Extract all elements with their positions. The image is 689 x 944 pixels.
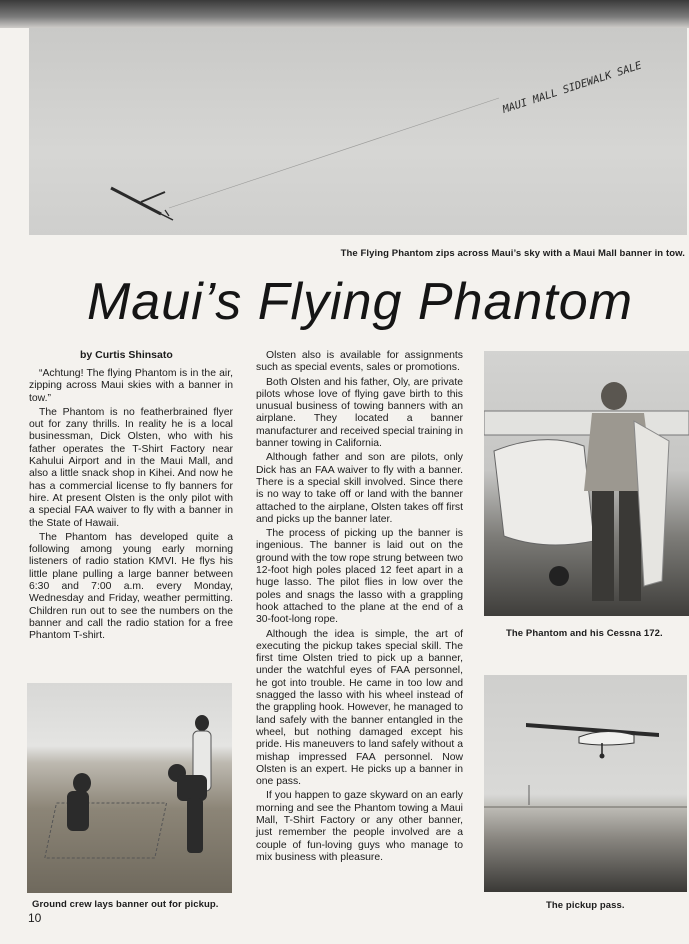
paragraph: If you happen to gaze skyward on an early morning and see the Phantom towing a Maui Mall, T-Shirt Factory or any other banner, just remember the people involved are a couple of fun-loving guys who manage to mix business with pleasure. bbox=[256, 790, 463, 863]
caption-ground-crew: Ground crew lays banner out for pickup. bbox=[32, 899, 219, 910]
photo-pilot-cessna bbox=[484, 351, 689, 616]
plane-wing bbox=[484, 411, 689, 435]
pickup-pass-illustration bbox=[484, 675, 687, 892]
article-title: Maui’s Flying Phantom bbox=[86, 273, 634, 331]
caption-pickup-pass: The pickup pass. bbox=[546, 900, 625, 911]
caption-pilot: The Phantom and his Cessna 172. bbox=[506, 628, 663, 639]
photo-pickup-pass bbox=[484, 675, 687, 892]
paragraph: Olsten also is available for assignments such as special events, sales or promotions. bbox=[256, 350, 463, 374]
paragraph: “Achtung! The flying Phantom is in the air, zipping across Maui skies with a banner in tow.” bbox=[29, 368, 233, 404]
paragraph: Although father and son are pilots, only Dick has an FAA waiver to fly with a banner. There is a special skill involved. Since there is no way to take off or land with the banner attached to the airplane, Olsten takes off first and picks up the banner later. bbox=[256, 452, 463, 525]
pilot-illustration bbox=[484, 351, 689, 616]
page-number: 10 bbox=[28, 911, 42, 925]
paragraph: Both Olsten and his father, Oly, are private pilots whose love of flying gave birth to this unusual business of towing banners with an airplane. They located a banner manufacturer and received special training in banner towing in California. bbox=[256, 376, 463, 450]
ground-crew-illustration bbox=[27, 683, 232, 893]
crew-figures bbox=[67, 715, 211, 853]
plane-icon bbox=[111, 188, 173, 220]
byline: by Curtis Shinsato bbox=[80, 349, 173, 361]
low-flying-plane-icon bbox=[526, 723, 659, 759]
plane-wheel bbox=[549, 566, 569, 586]
banner-text: MAUI MALL SIDEWALK SALE bbox=[501, 59, 644, 116]
caption-top-photo: The Flying Phantom zips across Maui’s sky with a Maui Mall banner in tow. bbox=[340, 248, 685, 259]
paragraph: The process of picking up the banner is ingenious. The banner is laid out on the ground with the tow rope strung between two 12-foot high poles placed 12 feet apart in a huge lasso. The pilot flies in low over the poles and snags the lasso with a grappling hook attached to the plane at the end of a 30-foot-long rope. bbox=[256, 528, 463, 626]
plane-fuselage bbox=[494, 440, 594, 545]
photo-ground-crew bbox=[27, 683, 232, 893]
paragraph: Although the idea is simple, the art of executing the pickup takes special skill. The first time Olsten tried to pick up a banner, under the watchful eyes of FAA personnel, he got into trouble. He came in too low and snagged the lasso with his wheel instead of the grappling hook. However, he managed to land safely with the banner entangled in the wheel, but nothing damaged except his pride. His maneuvers to land safely without a mishap impressed FAA personnel. Now Olsten is an expert. He picks up a banner in one pass. bbox=[256, 628, 463, 788]
photo-plane-towing-banner bbox=[29, 28, 687, 235]
plane-banner-illustration bbox=[29, 28, 687, 235]
paragraph: The Phantom has developed quite a following among young early morning listeners of radio station KMVI. He flys his little plane pulling a large banner between 6:30 and 7:00 a.m. every Monday, Wednesday and Friday, weather permitting. Children run out to see the numbers on the banner and call the radio station for a free Phantom T-shirt. bbox=[29, 531, 233, 642]
tow-line bbox=[169, 98, 499, 208]
paragraph: The Phantom is no featherbrained flyer out for zany thrills. In reality he is a local businessman, Dick Olsten, who with his father operates the T-Shirt Factory near Kahului Airport and in the Maui Mall, and also a little snack shop in Kihei. And now he has a commercial license to fly banners for hire. At present Olsten is the only pilot with a special FAA waiver to fly with a banner in the State of Hawaii. bbox=[29, 406, 233, 529]
text-column-2 bbox=[256, 350, 463, 866]
page-edge-shadow bbox=[0, 0, 689, 28]
banner-on-ground bbox=[45, 803, 167, 858]
text-column-1 bbox=[29, 368, 233, 645]
